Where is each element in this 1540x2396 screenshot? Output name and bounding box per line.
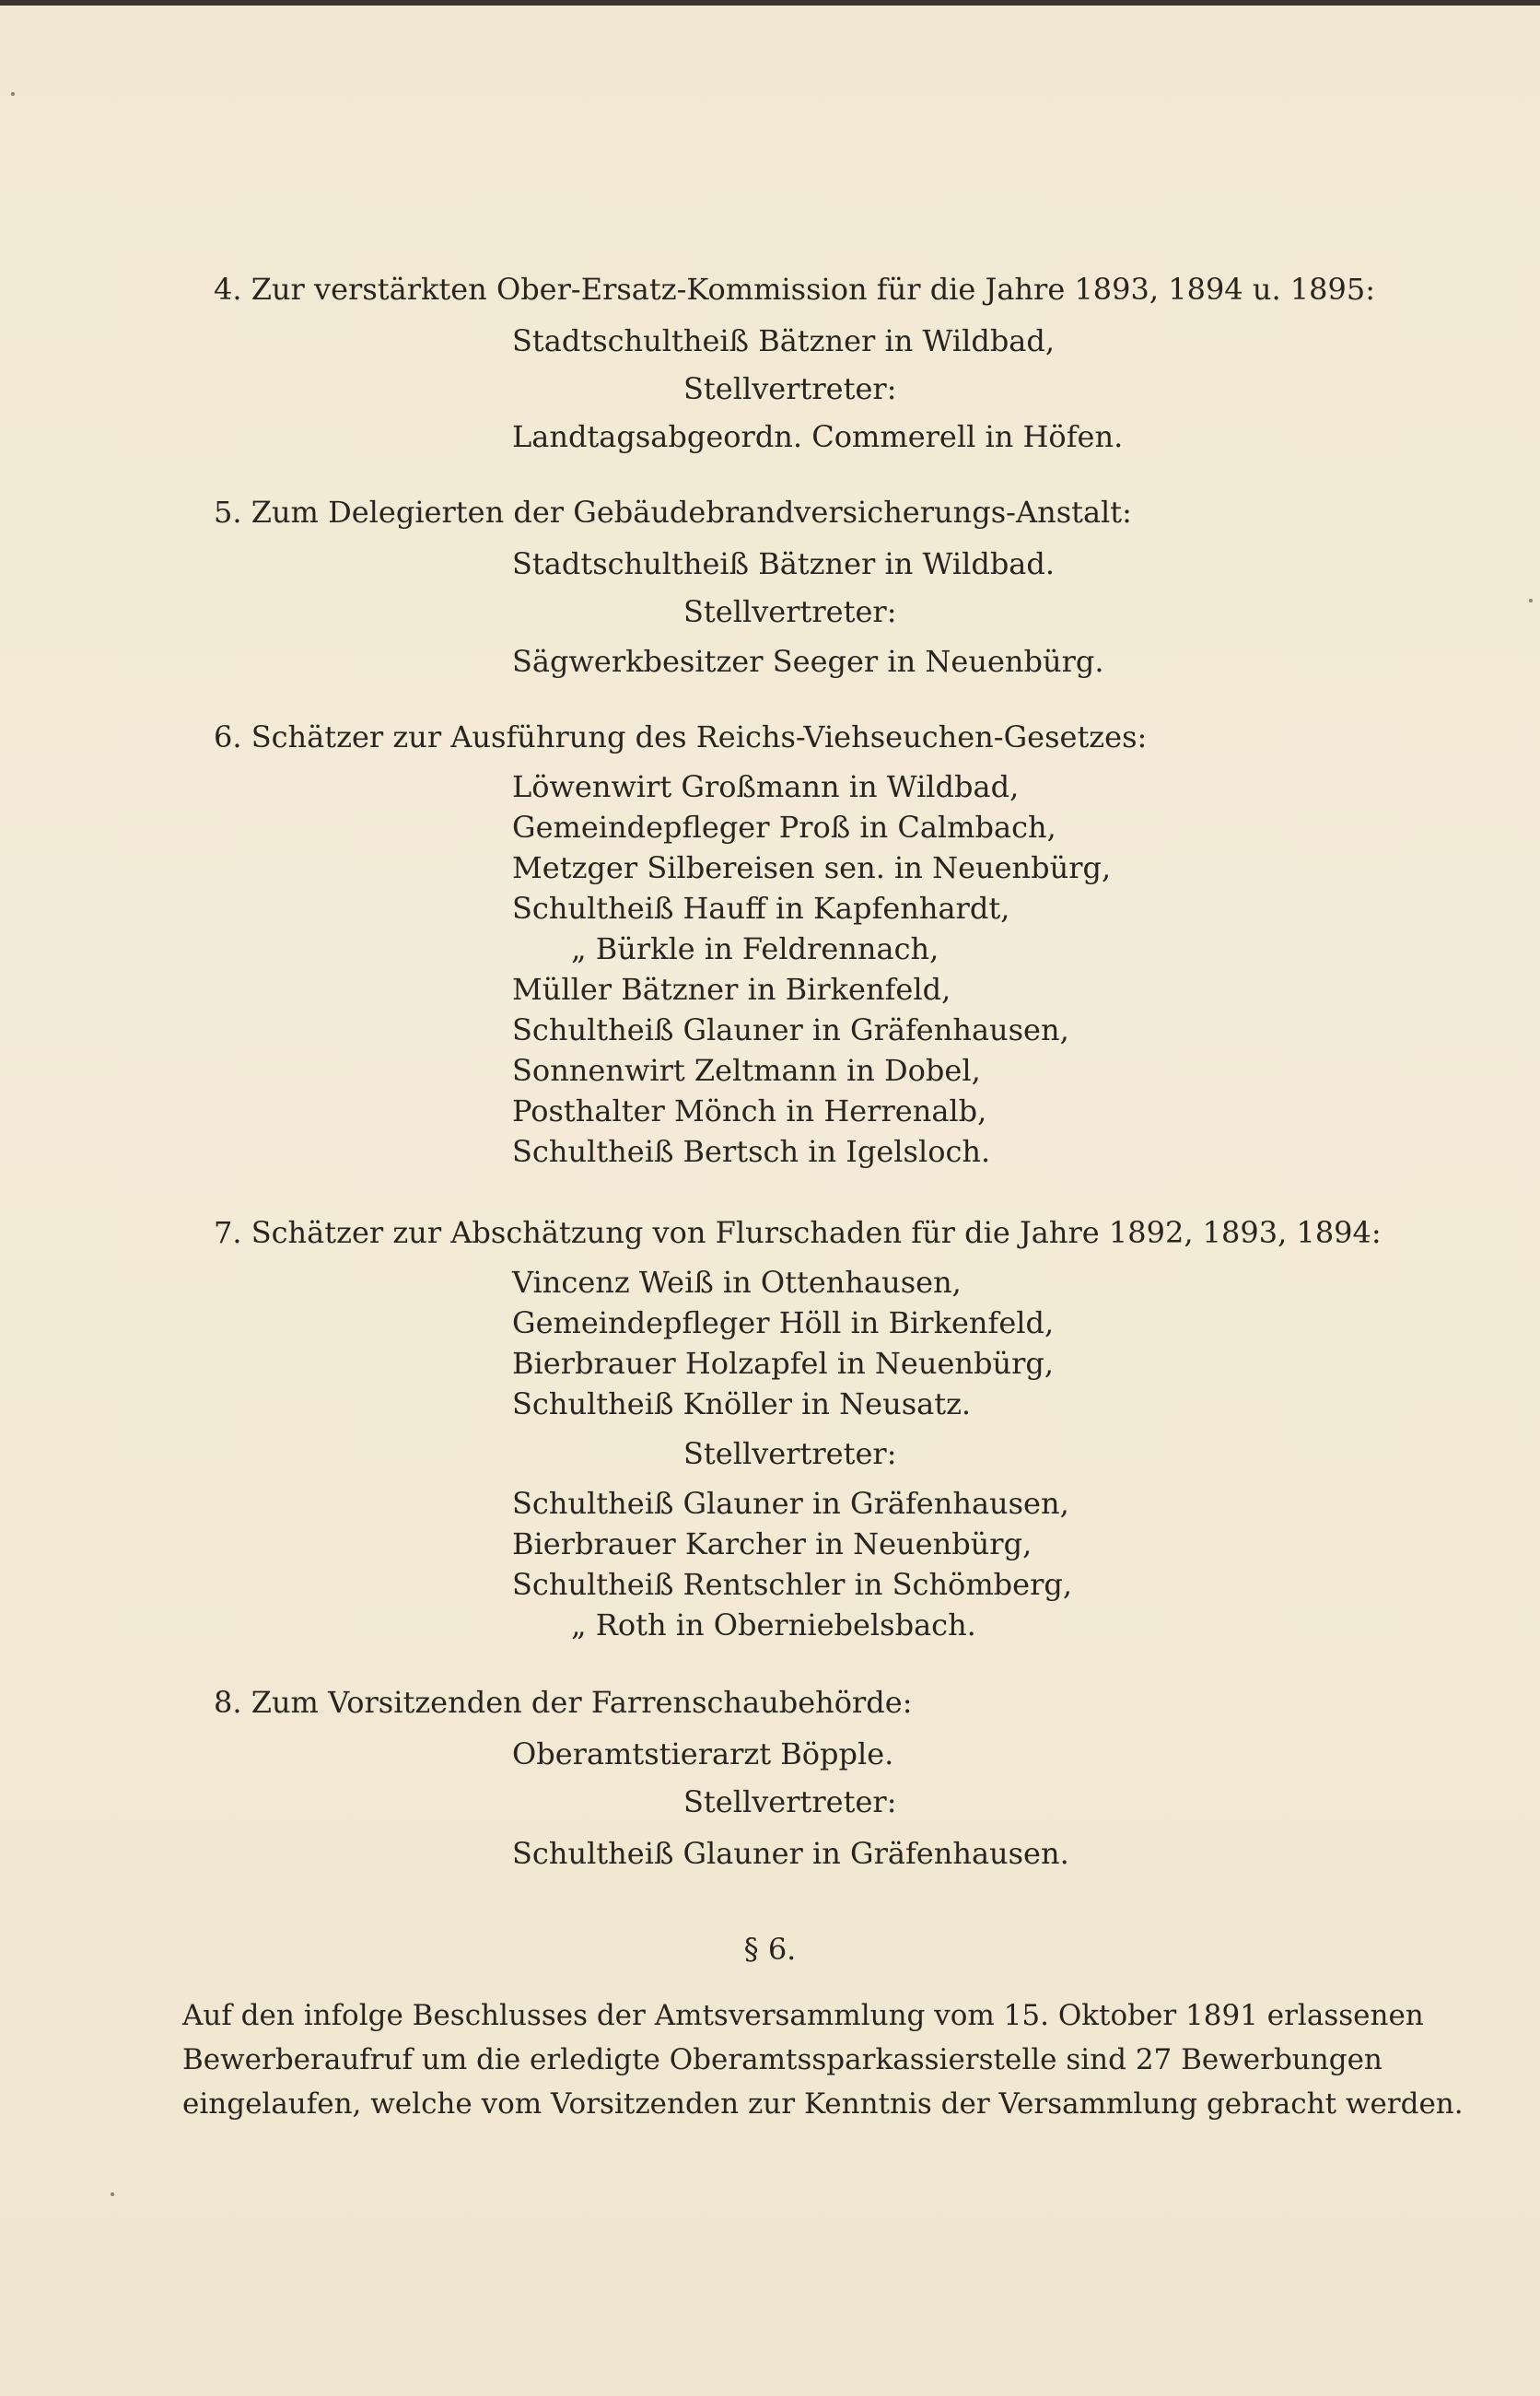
item-4-substitute-label: Stellvertreter: — [683, 371, 897, 406]
item-8-line-3: Schultheiß Glauner in Gräfenhausen. — [512, 1836, 1069, 1871]
item-7-substitute-label: Stellvertreter: — [683, 1436, 897, 1471]
item-6-line-6: Müller Bätzner in Birkenfeld, — [512, 972, 951, 1007]
item-7-line-3: Bierbrauer Holzapfel in Neuenbürg, — [512, 1346, 1055, 1381]
paragraph-line-1: Auf den infolge Beschlusses der Amtsversammlung vom 15. Oktober 1891 erlassenen — [182, 1999, 1424, 2032]
item-6-line-7: Schultheiß Glauner in Gräfenhausen, — [512, 1012, 1069, 1047]
item-4-line-3: Landtagsabgeordn. Commerell in Höfen. — [512, 419, 1124, 454]
item-6-line-8: Sonnenwirt Zeltmann in Dobel, — [512, 1053, 981, 1088]
item-6-line-10: Schultheiß Bertsch in Igelsloch. — [512, 1134, 991, 1169]
paragraph-line-2: Bewerberaufruf um die erledigte Oberamtssparkassierstelle sind 27 Bewerbungen — [182, 2043, 1382, 2076]
item-7-line-1: Vincenz Weiß in Ottenhausen, — [512, 1265, 962, 1300]
item-7-line-6: Schultheiß Glauner in Gräfenhausen, — [512, 1486, 1069, 1521]
item-6-heading: 6. Schätzer zur Ausführung des Reichs-Viehseuchen-Gesetzes: — [214, 719, 1148, 754]
section-heading: § 6. — [743, 1932, 797, 1967]
scan-speck — [1529, 599, 1533, 602]
scan-speck — [111, 2192, 114, 2196]
item-6-line-2: Gemeindepfleger Proß in Calmbach, — [512, 810, 1056, 845]
item-8-line-1: Oberamtstierarzt Böpple. — [512, 1736, 894, 1771]
item-8-heading: 8. Zum Vorsitzenden der Farrenschaubehörde: — [214, 1685, 913, 1720]
section-paragraph — [182, 1993, 1464, 2126]
paragraph-line-3: eingelaufen, welche vom Vorsitzenden zur Kenntnis der Versammlung gebracht werden. — [182, 2087, 1464, 2121]
item-5-line-1: Stadtschultheiß Bätzner in Wildbad. — [512, 546, 1056, 581]
item-5-line-3: Sägwerkbesitzer Seeger in Neuenbürg. — [512, 644, 1104, 679]
item-7-heading: 7. Schätzer zur Abschätzung von Flurschaden für die Jahre 1892, 1893, 1894: — [214, 1215, 1382, 1250]
item-7-line-4: Schultheiß Knöller in Neusatz. — [512, 1386, 972, 1421]
item-7-line-7: Bierbrauer Karcher in Neuenbürg, — [512, 1526, 1032, 1561]
item-6-line-9: Posthalter Mönch in Herrenalb, — [512, 1093, 987, 1128]
item-4-line-1: Stadtschultheiß Bätzner in Wildbad, — [512, 323, 1056, 358]
item-6-line-1: Löwenwirt Großmann in Wildbad, — [512, 769, 1020, 804]
item-7-line-2: Gemeindepfleger Höll in Birkenfeld, — [512, 1305, 1055, 1340]
scan-speck — [11, 92, 15, 96]
item-6-line-4: Schultheiß Hauff in Kapfenhardt, — [512, 891, 1010, 926]
item-6-line-3: Metzger Silbereisen sen. in Neuenbürg, — [512, 850, 1112, 885]
item-6-line-5: „ Bürkle in Feldrennach, — [571, 931, 939, 966]
item-4-heading: 4. Zur verstärkten Ober-Ersatz-Kommission für die Jahre 1893, 1894 u. 1895: — [214, 272, 1375, 307]
item-7-line-8: Schultheiß Rentschler in Schömberg, — [512, 1567, 1073, 1602]
item-7-line-9: „ Roth in Oberniebelsbach. — [571, 1607, 976, 1642]
item-8-substitute-label: Stellvertreter: — [683, 1784, 897, 1819]
page-top-edge — [0, 0, 1540, 6]
item-5-heading: 5. Zum Delegierten der Gebäudebrandversicherungs-Anstalt: — [214, 495, 1132, 530]
item-5-substitute-label: Stellvertreter: — [683, 594, 897, 629]
